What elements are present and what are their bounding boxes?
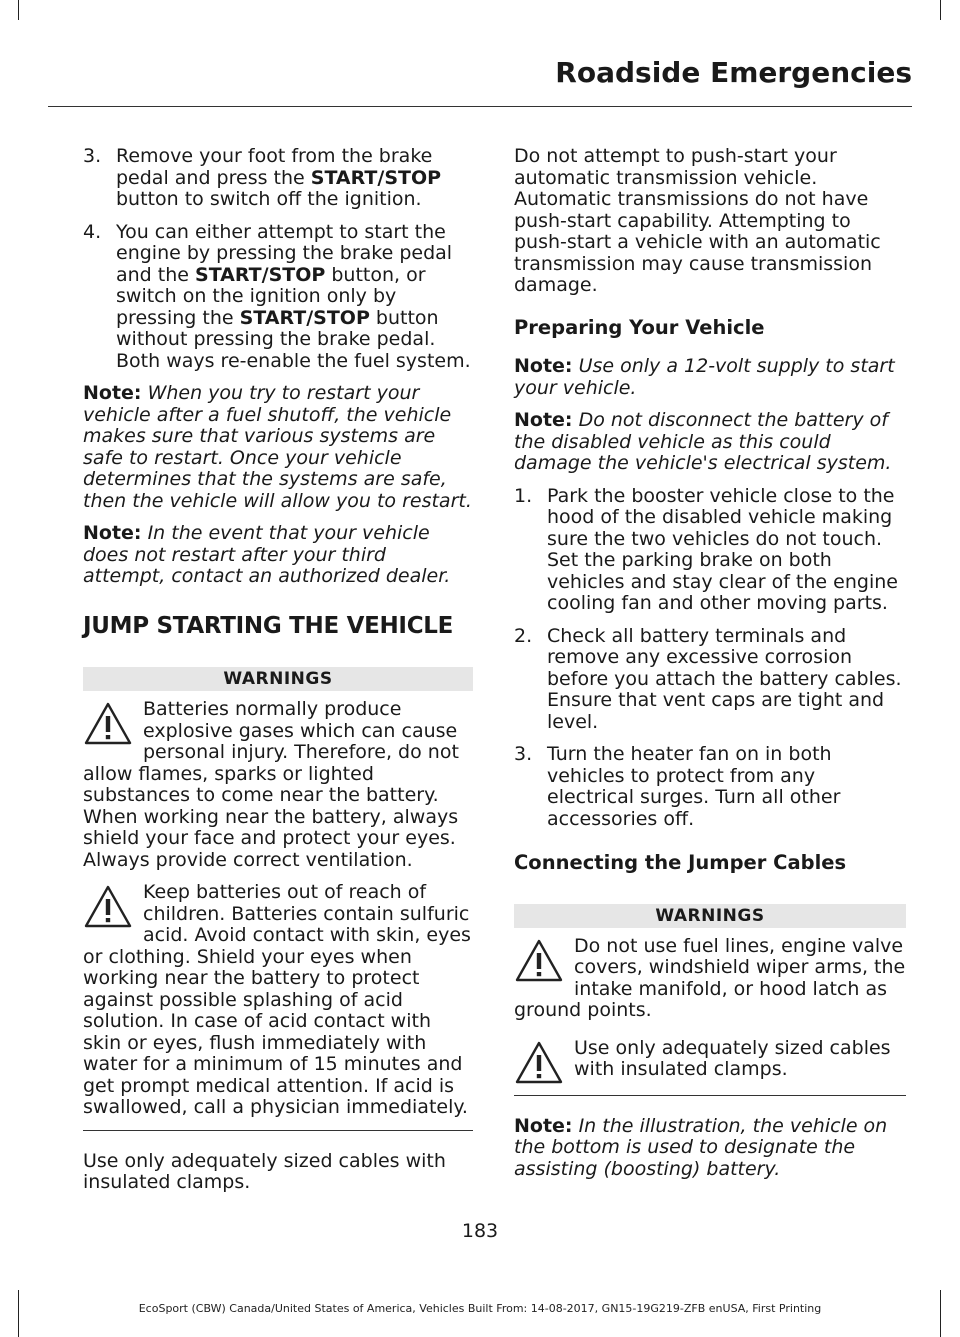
note [514, 356, 906, 399]
right-column [514, 146, 906, 1191]
list-item [83, 222, 473, 373]
left-column [83, 146, 473, 1205]
note-text: In the illustration, the vehicle on the bottom is used to designate the assisting (boosting) battery. [514, 1114, 888, 1180]
warning-triangle-icon [514, 1040, 564, 1086]
note [83, 523, 473, 588]
step-text: button to switch off the ignition. [116, 188, 422, 210]
list-number: 3. [514, 743, 533, 765]
note-text: Use only a 12-volt supply to start your vehicle. [514, 355, 895, 399]
step-text: Check all battery terminals and remove any excessive corrosion before you attach the battery cables. Ensure that vent caps are tight and level. [547, 624, 902, 733]
body-paragraph: Use only adequately sized cables with insulated clamps. [83, 1149, 446, 1193]
list-number: 3. [83, 145, 102, 167]
note-label: Note: [514, 355, 573, 377]
step-text: Park the booster vehicle close to the hood of the disabled vehicle making sure the two vehicles do not touch. Set the parking brake on both vehicles and stay clear of the engine cooling fan and other moving parts. [547, 484, 898, 614]
warnings-divider [83, 1130, 473, 1131]
step-text: button without pressing the brake pedal. Both ways re-enable the fuel system. [116, 306, 471, 372]
step-text: Turn the heater fan on in both vehicles to protect from any electrical surges. Turn all other accessories off. [547, 743, 841, 830]
note-text: When you try to restart your vehicle after a fuel shutoff, the vehicle makes sure that various systems are safe to restart. Once your vehicle determines that the systems are safe, then the vehicle will allow you to restart. [83, 382, 472, 512]
body-paragraph: Do not attempt to push-start your automatic transmission vehicle. Automatic transmissions do not have push-start capability. Attempting to push-start a vehicle with an automatic transmission may cause transmission damage. [514, 145, 881, 296]
warning-triangle-icon [83, 701, 133, 747]
list-number: 2. [514, 624, 533, 647]
list-item [514, 486, 906, 615]
crop-mark-top-right [940, 0, 941, 20]
step-text: You can either attempt to start the engine by pressing the brake pedal and the [116, 220, 453, 286]
warning-text: Keep batteries out of reach of children. Batteries contain sulfuric acid. Avoid contact with skin, eyes or clothing. Shield your eyes when working near the battery to protect against possible splashing of acid solution. In case of acid contact with skin or eyes, flush immediately with water for a minimum of 15 minutes and get prompt medical attention. If acid is swallowed, call a physician immediately. [83, 881, 471, 1118]
list-item [514, 626, 906, 734]
page-number: 183 [461, 1220, 499, 1242]
warning-block [514, 936, 906, 1022]
warning-block [514, 1038, 906, 1081]
page-header-title: Roadside Emergencies [555, 56, 912, 89]
warnings-divider [514, 1095, 906, 1096]
subsection-title: Preparing Your Vehicle [514, 315, 765, 339]
list-number: 4. [83, 220, 102, 243]
note [514, 1116, 906, 1181]
step-bold-text: START/STOP [310, 166, 442, 189]
note-label: Note: [514, 1114, 573, 1137]
subsection-title: Connecting the Jumper Cables [514, 851, 847, 874]
note [83, 383, 473, 512]
note-text: Do not disconnect the battery of the disabled vehicle as this could damage the vehicle's electrical system. [514, 409, 892, 474]
page-footer: EcoSport (CBW) Canada/United States of America, Vehicles Built From: 14-08-2017, GN15-19G219-ZFB enUSA, First Printing [138, 1302, 822, 1315]
warning-text: Do not use fuel lines, engine valve covers, windshield wiper arms, the intake manifold, or hood latch as ground points. [514, 934, 906, 1021]
step-text: button, or switch on the ignition only by pressing the [116, 263, 426, 329]
note [514, 410, 906, 475]
note-label: Note: [83, 522, 142, 544]
crop-mark-top-left [18, 0, 19, 20]
warning-triangle-icon [514, 938, 564, 984]
warning-block [83, 699, 473, 871]
list-item [514, 744, 906, 830]
warnings-heading: WARNINGS [83, 667, 473, 691]
list-number: 1. [514, 484, 533, 507]
step-text: Remove your foot from the brake pedal and press the [116, 145, 433, 189]
warning-block [83, 882, 473, 1119]
note-label: Note: [514, 409, 573, 431]
warning-text: Batteries normally produce explosive gases which can cause personal injury. Therefore, do not allow flames, sparks or lighted substances to come near the battery. When working near the battery, always shield your face and protect your eyes. Always provide correct ventilation. [83, 698, 459, 871]
warning-triangle-icon [83, 884, 133, 930]
warnings-heading: WARNINGS [514, 904, 906, 928]
note-label: Note: [83, 382, 142, 404]
header-rule [48, 106, 912, 107]
section-title: JUMP STARTING THE VEHICLE [83, 612, 454, 639]
warning-text: Use only adequately sized cables with insulated clamps. [574, 1036, 891, 1080]
list-item [83, 146, 473, 211]
note-text: In the event that your vehicle does not restart after your third attempt, contact an authorized dealer. [83, 522, 451, 587]
step-bold-text: START/STOP [239, 306, 370, 329]
step-bold-text: START/STOP [195, 263, 326, 286]
